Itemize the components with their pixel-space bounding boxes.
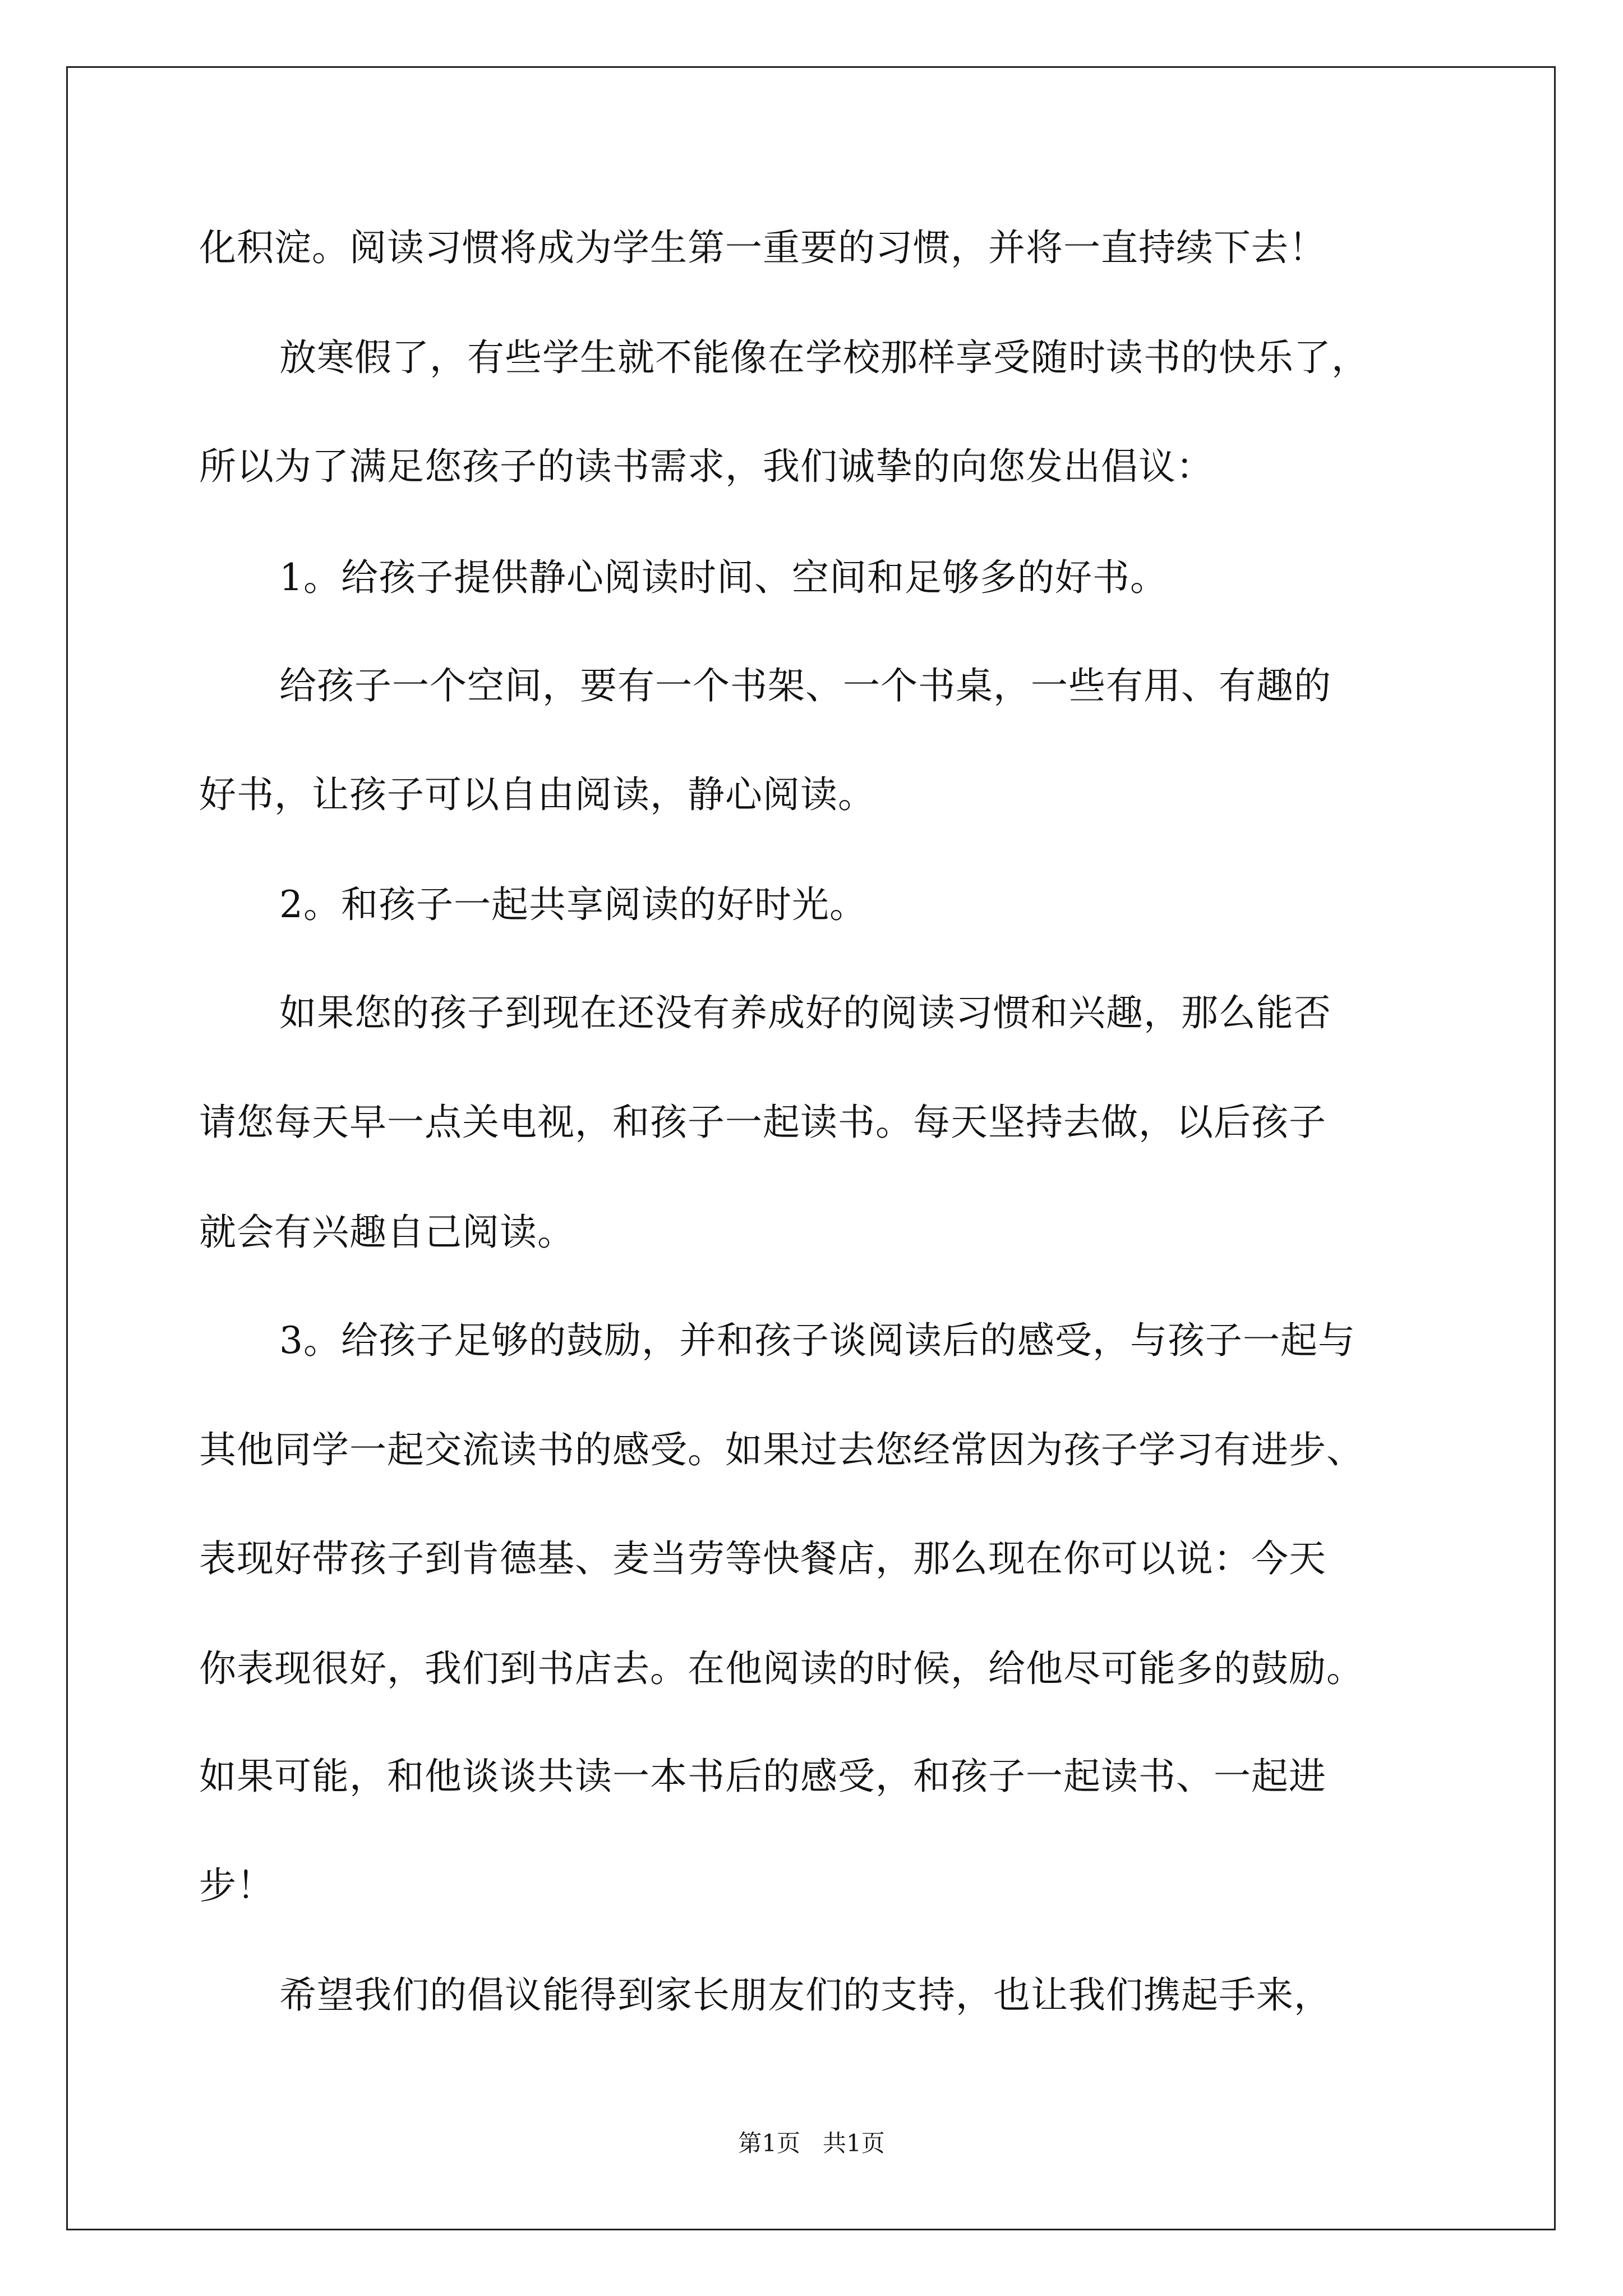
text-line: 好书，让孩子可以自由阅读，静心阅读。: [199, 773, 875, 816]
text-line: 给孩子一个空间，要有一个书架、一个书桌，一些有用、有趣的: [279, 664, 1331, 707]
text-line: 所以为了满足您孩子的读书需求，我们诚挚的向您发出倡议：: [199, 445, 1214, 488]
text-line: 3。给孩子足够的鼓励，并和孩子谈阅读后的感受，与孩子一起与: [279, 1319, 1355, 1362]
text-line: 1。给孩子提供静心阅读时间、空间和足够多的好书。: [279, 556, 1168, 599]
page-footer: 第1页 共1页: [738, 2129, 885, 2157]
text-line: 如果可能，和他谈谈共读一本书后的感受，和孩子一起读书、一起进: [199, 1755, 1326, 1798]
text-line: 请您每天早一点关电视，和孩子一起读书。每天坚持去做，以后孩子: [199, 1101, 1326, 1144]
text-line: 化积淀。阅读习惯将成为学生第一重要的习惯，并将一直持续下去！: [199, 226, 1326, 269]
text-line: 你表现很好，我们到书店去。在他阅读的时候，给他尽可能多的鼓励。: [199, 1647, 1364, 1690]
text-line: 如果您的孩子到现在还没有养成好的阅读习惯和兴趣，那么能否: [279, 991, 1331, 1034]
text-line: 就会有兴趣自己阅读。: [199, 1211, 575, 1254]
page-border: [66, 66, 1556, 2230]
text-line: 放寒假了，有些学生就不能像在学校那样享受随时读书的快乐了，: [279, 336, 1369, 379]
text-line: 其他同学一起交流读书的感受。如果过去您经常因为孩子学习有进步、: [199, 1428, 1364, 1471]
text-line: 希望我们的倡议能得到家长朋友们的支持，也让我们携起手来，: [279, 1973, 1331, 2017]
text-line: 步！: [199, 1864, 274, 1907]
text-line: 2。和孩子一起共享阅读的好时光。: [279, 883, 867, 926]
text-line: 表现好带孩子到肯德基、麦当劳等快餐店，那么现在你可以说：今天: [199, 1537, 1326, 1580]
